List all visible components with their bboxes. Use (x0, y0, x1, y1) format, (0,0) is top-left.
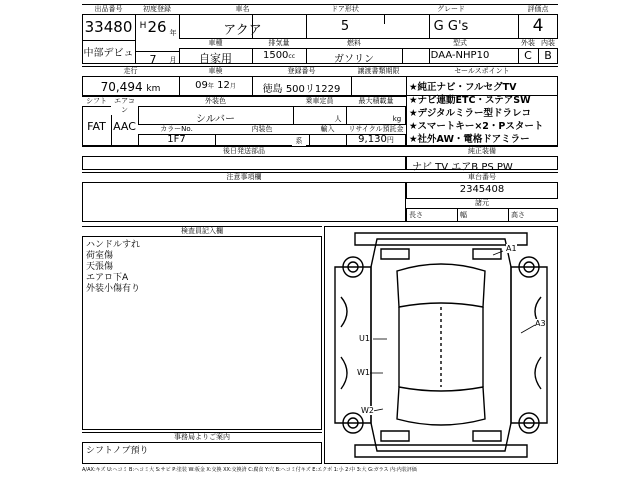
reg-year-unit: 年 (169, 29, 177, 37)
damage-w2: W2 (361, 406, 374, 415)
mileage-value: 70,494 (100, 80, 143, 94)
recycle-fee (346, 134, 406, 145)
sales-point: ★ナビ連動ETC・ステアSW (409, 95, 531, 106)
chassis-number: 2345408 (459, 184, 505, 195)
auction-sheet (82, 4, 558, 472)
fuel-label: 燃料 (306, 39, 402, 48)
reg-label: 初度登録 (135, 5, 179, 14)
sales-point: ★社外AW・電格ドアミラー (409, 134, 530, 145)
plate: 徳島 500リ1229 (262, 84, 341, 95)
door-label: ドア形状 (306, 5, 384, 14)
lot-label: 出品番号 (82, 5, 135, 14)
sales-point: ★スマートキー×2・Pスタート (409, 121, 544, 132)
reg-era: H (139, 21, 147, 31)
dim-height: 高さ (511, 211, 525, 219)
inspection-year: 09 (195, 80, 208, 91)
car-name-label: 車名 (179, 5, 306, 14)
displ-unit: cc (288, 53, 296, 60)
genuine-equipment: ナビ TV エアB PS PW (412, 162, 513, 173)
ac: AAC (113, 120, 136, 133)
inspection-label: 車検 (179, 67, 252, 76)
lot-number: 33480 (84, 18, 133, 36)
car-name: アクア (223, 23, 262, 38)
capacity-label: 乗車定員 (293, 97, 346, 106)
displacement (252, 50, 306, 61)
inspector-label: 検査員記入欄 (82, 227, 322, 236)
damage-u1: U1 (359, 334, 370, 343)
mileage (82, 80, 179, 94)
recycle-fee-value: 9,130 (358, 134, 387, 145)
docs-label: 譲渡書類期限 (351, 67, 406, 76)
car-type: 自家用 (199, 52, 232, 65)
damage-w1: W1 (357, 368, 370, 377)
score-label: 評価点 (518, 5, 558, 14)
import-label: 輸入 (309, 125, 346, 134)
salespoint-box (406, 76, 558, 146)
displ-value: 1500 (262, 50, 289, 61)
sales-point: ★デジタルミラー型ドラレコ (409, 108, 531, 119)
load-unit: kg (390, 115, 404, 124)
int-color-unit: 系 (292, 137, 306, 146)
model-label: 型式 (402, 39, 518, 48)
inspector-note: 天張傷 (86, 262, 114, 272)
dim-width: 幅 (460, 211, 467, 219)
after-parts-label: 後日発送部品 (82, 147, 406, 156)
load-label: 最大積載量 (346, 97, 406, 106)
dims-label: 諸元 (406, 199, 558, 208)
recycle-fee-unit: 円 (386, 136, 394, 144)
inspector-note: 荷室傷 (86, 251, 114, 261)
car-type-label: 車種 (179, 39, 252, 48)
int-label: 内装 (538, 39, 558, 48)
exterior-color: シルバー (195, 114, 236, 125)
ext-grade: C (524, 49, 532, 62)
int-grade: B (544, 49, 552, 62)
displ-label: 排気量 (252, 39, 306, 48)
inspector-note: 外装小傷有り (86, 284, 141, 294)
inspection-year-unit: 年 (207, 83, 214, 90)
color-label: 外装色 (138, 97, 293, 106)
inspection (179, 80, 252, 91)
damage-diagram (324, 226, 558, 464)
doors: 5 (340, 19, 350, 34)
inspector-box (82, 226, 322, 430)
shift: FAT (87, 120, 106, 133)
salespoint-label: セールスポイント (406, 67, 558, 76)
reg-month: 7 (149, 53, 157, 66)
mileage-label: 走行 (82, 67, 179, 76)
color-no: 1F7 (167, 134, 186, 145)
plate-label: 登録番号 (252, 67, 351, 76)
color-no-label: カラーNo. (138, 125, 215, 134)
inspection-month-unit: 月 (229, 83, 236, 90)
genuine-label: 純正装備 (406, 147, 558, 156)
legend-footer: A/AX:キズ U:ヘコミ B:ヘコミ大 S:サビ P:塗装 W:板金 X:交換 XX:交換済 C:腐食 Y:穴 B:ヘコミ付キズ E:エクボ 1:小 2:中 3:大 G:ガラス 内:内装評価 (82, 467, 417, 473)
shift-label: シフト (82, 97, 111, 106)
capacity-unit: 人 (332, 115, 344, 124)
model: DAA-NHP10 (430, 50, 490, 61)
office-note: シフトノブ預り (86, 446, 149, 456)
ext-label: 外装 (518, 39, 538, 48)
inspector-note: ハンドルすれ (86, 240, 141, 250)
mileage-unit: km (146, 84, 161, 94)
chassis-label: 車台番号 (406, 173, 558, 182)
int-color-label: 内装色 (215, 125, 309, 134)
damage-a3: A3 (535, 319, 546, 328)
office-label: 事務局よりご案内 (82, 433, 322, 442)
notes-label: 注意事項欄 (82, 173, 406, 182)
reg-year: 26 (147, 18, 167, 36)
car-diagram (325, 227, 557, 463)
fuel: ガソリン (334, 54, 374, 65)
damage-a1: A1 (506, 244, 517, 253)
debut-mark: 中部デビュ (83, 48, 134, 59)
grade-label: グレード (384, 5, 518, 14)
ac-label: エアコン (111, 97, 138, 115)
score: 4 (532, 16, 544, 36)
sales-point: ★純正ナビ・フルセグTV (409, 82, 517, 93)
dim-length: 長さ (409, 211, 423, 219)
recycle-fee-label: リサイクル預託金 (346, 125, 406, 134)
inspector-note: エアロ下A (86, 273, 129, 283)
grade: G G's (433, 19, 469, 34)
reg-month-unit: 月 (169, 56, 177, 64)
inspection-month: 12 (217, 80, 230, 91)
